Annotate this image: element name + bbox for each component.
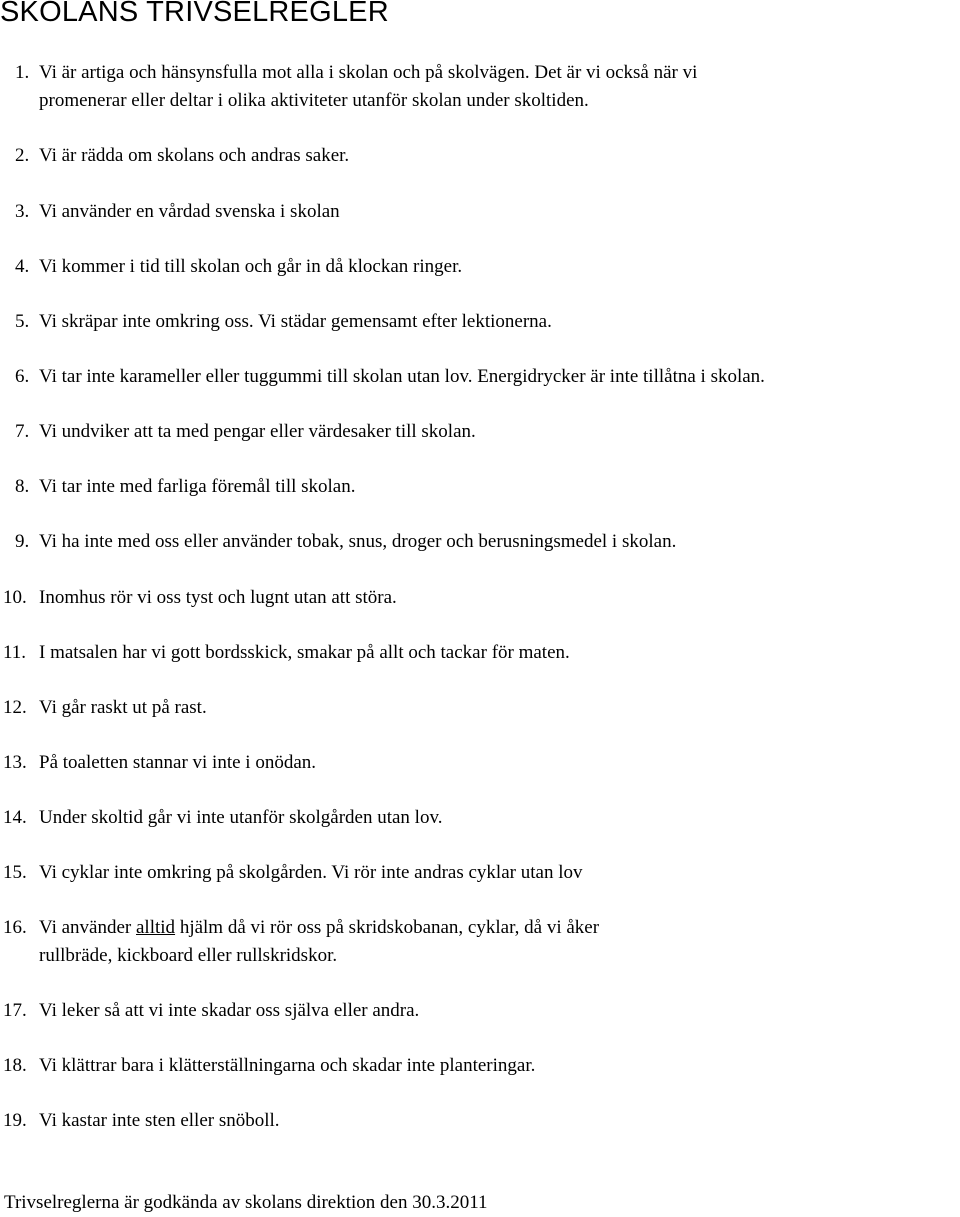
rule-number: 14. xyxy=(3,807,27,828)
rule-text-line-2: rullbräde, kickboard eller rullskridskor. xyxy=(39,945,338,966)
rule-text-before: Vi använder xyxy=(39,917,136,938)
rule-text: Vi leker så att vi inte skadar oss själva eller andra. xyxy=(39,1000,420,1021)
rule-number: 2. xyxy=(15,145,30,166)
rule-text: Under skoltid går vi inte utanför skolgården utan lov. xyxy=(39,807,443,828)
rule-text: Vi är rädda om skolans och andras saker. xyxy=(39,145,350,166)
rule-number: 18. xyxy=(3,1055,27,1076)
rule-number: 17. xyxy=(3,1000,27,1021)
rule-text-line-1: Vi är artiga och hänsynsfulla mot alla i skolan och på skolvägen. Det är vi också när vi xyxy=(39,62,698,83)
rule-number: 6. xyxy=(15,366,30,387)
rule-number: 11. xyxy=(3,642,27,663)
rule-number: 7. xyxy=(15,421,30,442)
rule-number: 9. xyxy=(15,531,30,552)
rule-number: 13. xyxy=(3,752,27,773)
rule-number: 16. xyxy=(3,917,27,938)
page-title: SKOLANS TRIVSELREGLER xyxy=(0,0,389,28)
rule-number: 12. xyxy=(3,697,27,718)
rule-text: Vi kommer i tid till skolan och går in då klockan ringer. xyxy=(39,256,463,277)
rule-text: Vi tar inte med farliga föremål till skolan. xyxy=(39,476,356,497)
rule-text: Vi använder en vårdad svenska i skolan xyxy=(39,201,340,222)
rule-text: I matsalen har vi gott bordsskick, smakar på allt och tackar för maten. xyxy=(39,642,570,663)
rule-text xyxy=(39,914,599,970)
rule-number: 5. xyxy=(15,311,30,332)
rule-text: Vi undviker att ta med pengar eller värdesaker till skolan. xyxy=(39,421,476,442)
emphasis-underlined-word: alltid xyxy=(136,917,176,938)
rule-text-after: hjälm då vi rör oss på skridskobanan, cyklar, då vi åker xyxy=(175,917,600,938)
rule-text: Vi klättrar bara i klätterställningarna och skadar inte planteringar. xyxy=(39,1055,536,1076)
rule-text: Inomhus rör vi oss tyst och lugnt utan att störa. xyxy=(39,587,397,608)
rule-number: 3. xyxy=(15,201,30,222)
rule-text: Vi cyklar inte omkring på skolgården. Vi rör inte andras cyklar utan lov xyxy=(39,862,583,883)
rule-number: 1. xyxy=(15,62,30,83)
rule-text-line-2: promenerar eller deltar i olika aktiviteter utanför skolan under skoltiden. xyxy=(39,90,589,111)
rule-text: Vi skräpar inte omkring oss. Vi städar gemensamt efter lektionerna. xyxy=(39,311,552,332)
rule-text: Vi tar inte karameller eller tuggummi till skolan utan lov. Energidrycker är inte tillåtna i skolan. xyxy=(39,366,765,387)
rule-number: 19. xyxy=(3,1110,27,1131)
rule-text xyxy=(39,59,697,115)
rule-number: 4. xyxy=(15,256,30,277)
rule-number: 8. xyxy=(15,476,30,497)
rule-text: Vi kastar inte sten eller snöboll. xyxy=(39,1110,280,1131)
approval-footer: Trivselreglerna är godkända av skolans direktion den 30.3.2011 xyxy=(4,1192,488,1213)
rule-text: På toaletten stannar vi inte i onödan. xyxy=(39,752,317,773)
rule-number: 15. xyxy=(3,862,27,883)
rule-number: 10. xyxy=(3,587,27,608)
rule-text: Vi ha inte med oss eller använder tobak, snus, droger och berusningsmedel i skolan. xyxy=(39,531,677,552)
rule-text: Vi går raskt ut på rast. xyxy=(39,697,207,718)
rule-text-line-1 xyxy=(39,914,599,942)
